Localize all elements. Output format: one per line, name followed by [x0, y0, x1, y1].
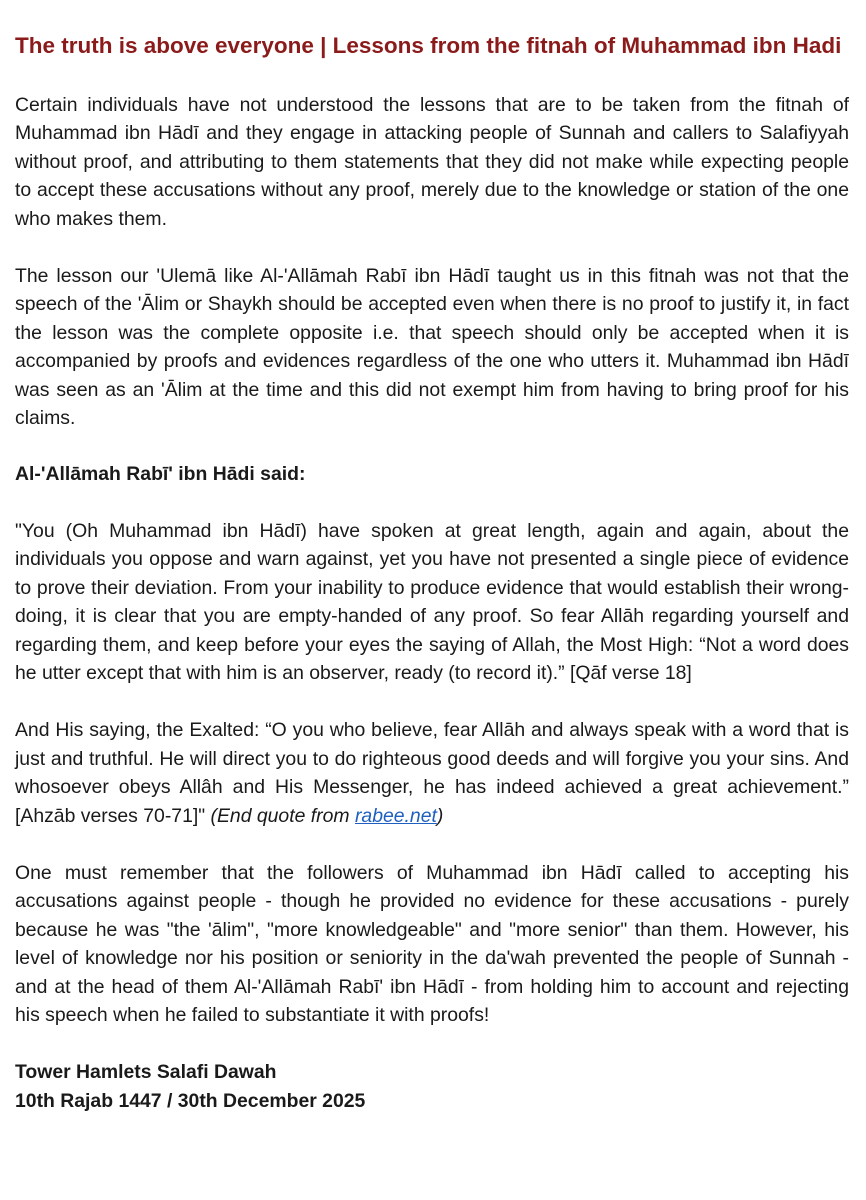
end-quote-suffix: ) [436, 804, 444, 827]
article [15, 30, 849, 1115]
quote-paragraph-2-text: And His saying, the Exalted: “O you who believe, fear Allāh and always speak with a word that is just and truthful. He will direct you to do righteous good deeds and will forgive you your sins. And whosoever obeys Allâh and His Messenger, he has indeed achieved a great achievement.” [Ahzāb verses 70-71]" [15, 719, 849, 827]
signature [15, 1058, 849, 1115]
signature-author: Tower Hamlets Salafi Dawah [15, 1061, 277, 1084]
end-quote-prefix: (End quote from [210, 804, 355, 827]
quote-paragraph-2 [15, 716, 849, 830]
quote-heading: Al-'Allāmah Rabī' ibn Hādi said: [15, 463, 306, 486]
paragraph-intro: Certain individuals have not understood the lessons that are to be taken from the fitnah of Muhammad ibn Hādī and they engage in attacking people of Sunnah and callers to Salafiyyah without proof, and attributing to them statements that they did not make while expecting people to accept these accusations without any proof, merely due to the knowledge or station of the one who makes them. [15, 94, 849, 230]
quote-paragraph-1: "You (Oh Muhammad ibn Hādī) have spoken at great length, again and again, about the individuals you oppose and warn against, yet you have not presented a single piece of evidence to prove their deviation. From your inability to produce evidence that would establish their wrong-doing, it is clear that you are empty-handed of any proof. So fear Allāh regarding yourself and regarding them, and keep before your eyes the saying of Allah, the Most High: “Not a word does he utter except that with him is an observer, ready (to record it).” [Qāf verse 18] [15, 519, 849, 684]
end-quote-note [211, 805, 444, 827]
signature-date: 10th Rajab 1447 / 30th December 2025 [15, 1089, 366, 1112]
paragraph-conclusion: One must remember that the followers of Muhammad ibn Hādī called to accepting his accusations against people - though he provided no evidence for these accusations - purely because he was "the 'ālim", "more knowledgeable" and "more senior" than them. However, his level of knowledge nor his position or seniority in the da'wah prevented the people of Sunnah - and at the head of them Al-'Allāmah Rabī' ibn Hādī - from holding him to account and rejecting his speech when he failed to substantiate it with proofs! [15, 861, 849, 1026]
paragraph-lesson: The lesson our 'Ulemā like Al-'Allāmah Rabī ibn Hādī taught us in this fitnah was not that the speech of the 'Ālim or Shaykh should be accepted even when there is no proof to justify it, in fact the lesson was the complete opposite i.e. that speech should only be accepted when it is accompanied by proofs and evidences regardless of the one who utters it. Muhammad ibn Hādī was seen as an 'Ālim at the time and this did not exempt him from having to bring proof for his claims. [15, 265, 849, 430]
article-title: The truth is above everyone | Lessons from the fitnah of Muhammad ibn Hadi [15, 33, 842, 58]
source-link[interactable]: rabee.net [354, 804, 437, 827]
